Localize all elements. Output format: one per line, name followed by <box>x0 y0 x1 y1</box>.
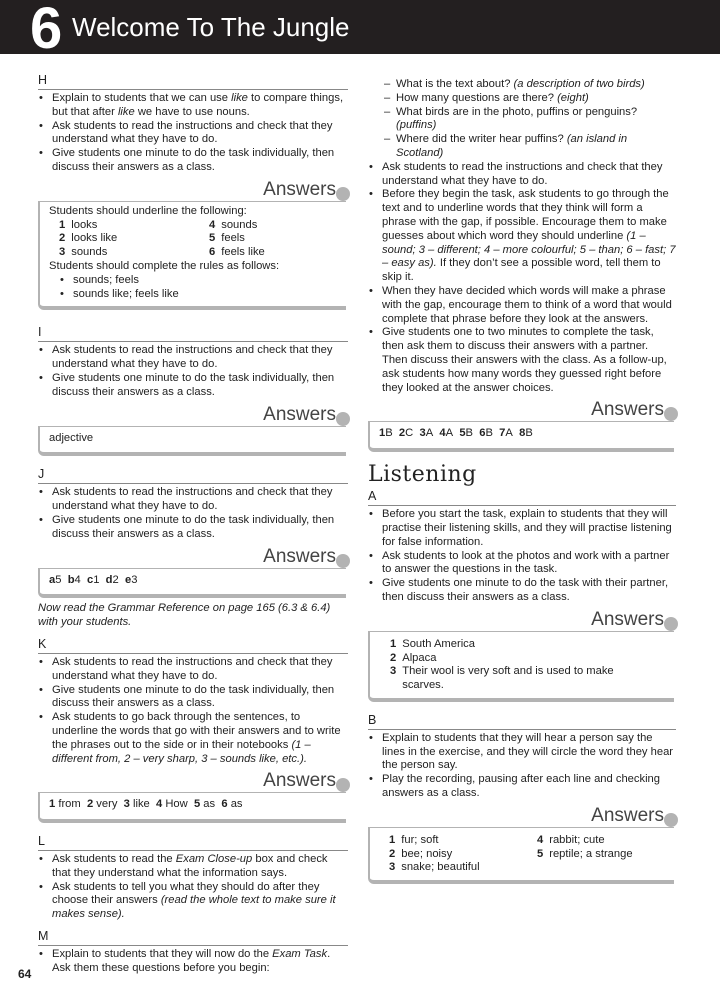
list-item: • Give students one minute to do the task individually, then discuss their answers as a class. <box>52 147 348 175</box>
list-item: – Where did the writer hear puffins? (an island in Scotland) <box>396 133 676 161</box>
unit-header <box>0 0 720 61</box>
list-item: • Ask students to go back through the sentences, to underline the words that go with their answers and to write the phrases out to the side or in their notebooks (1 – different from, 2 – very sharp, 3 – sounds like, etc.). <box>52 711 348 766</box>
list-item: • Give students one to two minutes to complete the task, then ask them to discuss their answers with a partner. Then discuss their answers with the class. As a follow-up, ask students how many words they guessed right before they looked at the answer choices. <box>382 326 676 395</box>
answers-heading: Answers <box>368 399 676 421</box>
answers-box-k: 1 from 2 very 3 like 4 How 5 as 6 as <box>38 792 346 823</box>
list-item: • Give students one minute to do the task with their partner, then discuss their answers as a class. <box>382 577 676 605</box>
grammar-reference-note: Now read the Grammar Reference on page 165 (6.3 & 6.4) with your students. <box>38 602 331 629</box>
section-j-heading: J <box>38 466 348 484</box>
list-item: • Ask students to look at the photos and work with a partner to answer the questions in the task. <box>382 550 676 578</box>
list-item: • Ask students to read the instructions and check that they understand what they have to do. <box>52 344 348 372</box>
answers-heading: Answers <box>368 805 676 827</box>
list-item: • Before you start the task, explain to students that they will practise their listening skills, and they will practise listening for false information. <box>382 508 676 549</box>
listening-section-b-heading: B <box>368 712 676 730</box>
right-column <box>368 78 676 894</box>
exam-questions <box>368 78 676 161</box>
list-item: • Explain to students that we can use like to compare things, but that after like we have to use nouns. <box>52 92 348 120</box>
list-item: • When they have decided which words will make a phrase with the gap, encourage them to think of a word that would complete that phrase before they look at the answers. <box>382 285 676 326</box>
listening-section-a-heading: A <box>368 488 676 506</box>
list-item: • Give students one minute to do the task individually, then discuss their answers as a class. <box>52 372 348 400</box>
list-item: • Before they begin the task, ask students to go through the text and to underline words that they think will form a phrase with the gap, if possible. Encourage them to make guesses about which word they should underline (1 – sound; 3 – different; 4 – more colourful; 5 – than; 6 – fast; 7 – easy as). If they don’t see a possible word, tell them to skip it. <box>382 188 676 285</box>
unit-title: Welcome To The Jungle <box>72 12 350 42</box>
answers-heading: Answers <box>38 404 348 426</box>
listening-title: Listening <box>368 462 477 488</box>
list-item: • sounds; feels <box>73 274 338 288</box>
section-k-heading: K <box>38 636 348 654</box>
list-item: • Ask students to read the instructions and check that they understand what they have to do. <box>52 120 348 148</box>
list-item: – What birds are in the photo, puffins or penguins? (puffins) <box>396 106 676 134</box>
section-i-heading: I <box>38 324 348 342</box>
answers-box-listening-b: 1 fur; soft 4 rabbit; cute 2 bee; noisy 5 reptile; a strange 3 snake; beautiful <box>368 827 674 884</box>
list-item: • Ask students to tell you what they should do after they choose their answers (read the whole text to make sure it makes sense). <box>52 881 348 922</box>
answers-box-listening-a: 1 South America 2 Alpaca 3 Their wool is very soft and is used to make scarves. <box>368 631 674 702</box>
answers-grid: 1 looks 4 sounds 2 looks like 5 feels 3 sounds 6 feels like <box>59 218 265 259</box>
answers-box-j: a5 b4 c1 d2 e3 <box>38 568 346 599</box>
list-item: • Explain to students that they will hear a person say the lines in the exercise, and they will circle the word they hear the person say. <box>382 732 676 773</box>
list-item: • Explain to students that they will now do the Exam Task. Ask them these questions before you begin: <box>52 948 348 976</box>
answers-box-m: 1B 2C 3A 4A 5B 6B 7A 8B <box>368 421 674 452</box>
unit-number: 6 <box>30 0 61 61</box>
list-item: • Give students one minute to do the task individually, then discuss their answers as a class. <box>52 684 348 712</box>
page-number: 64 <box>18 967 32 981</box>
list-item: • Ask students to read the instructions and check that they understand what they have to do. <box>52 656 348 684</box>
answers-heading: Answers <box>38 770 348 792</box>
section-l-heading: L <box>38 833 348 851</box>
list-item: • Play the recording, pausing after each line and checking answers as a class. <box>382 773 676 801</box>
list-item: • Ask students to read the instructions and check that they understand what they have to do. <box>52 486 348 514</box>
section-m-heading: M <box>38 928 348 946</box>
section-h-bullets <box>38 92 348 175</box>
list-item: – What is the text about? (a description of two birds) <box>396 78 676 92</box>
left-column <box>38 72 348 978</box>
list-item: • Ask students to read the Exam Close-up box and check that they understand what the information says. <box>52 853 348 881</box>
answers-heading: Answers <box>368 609 676 631</box>
answers-box-h: Students should underline the following: 1 looks 4 sounds 2 looks like 5 feels 3 sounds 6 feels like Students should complete the rules as follows: • sounds; feels • sounds like; feels like <box>38 201 346 311</box>
answers-heading: Answers <box>38 179 348 201</box>
list-item: • Give students one minute to do the task individually, then discuss their answers as a class. <box>52 514 348 542</box>
list-item: • sounds like; feels like <box>73 288 338 302</box>
section-h-heading: H <box>38 72 348 90</box>
list-item: – How many questions are there? (eight) <box>396 92 676 106</box>
answers-box-i: adjective <box>38 426 346 457</box>
answers-heading: Answers <box>38 546 348 568</box>
list-item: • Ask students to read the instructions and check that they understand what they have to do. <box>382 161 676 189</box>
